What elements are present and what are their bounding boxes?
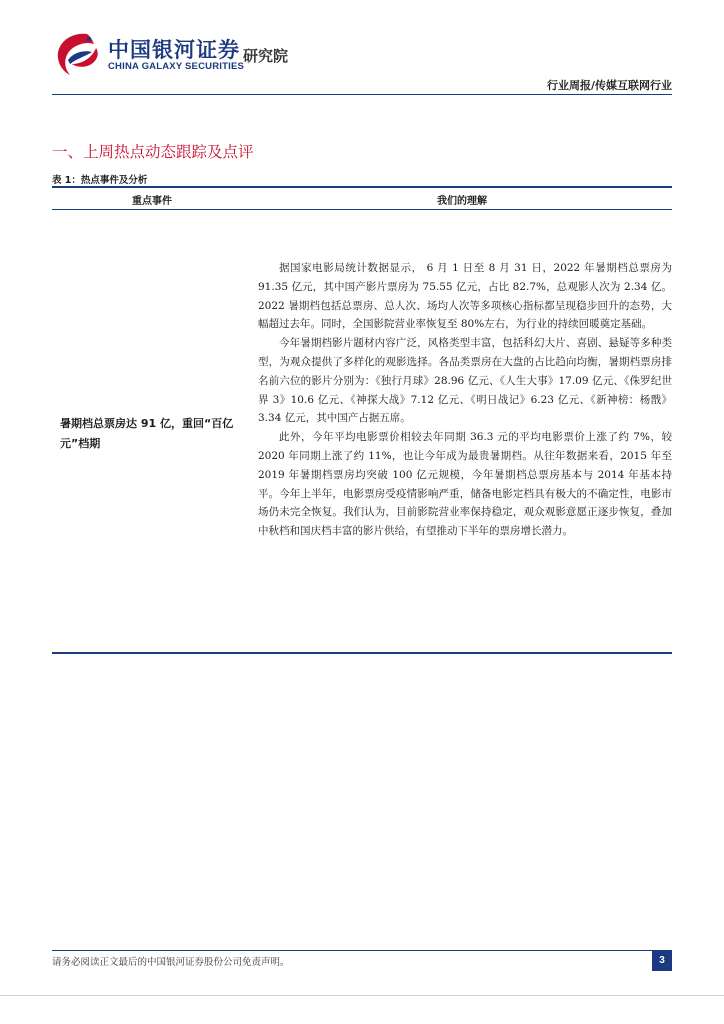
footer-divider (52, 950, 672, 951)
table-header-rule (52, 209, 672, 210)
footer-disclaimer: 请务必阅读正文最后的中国银河证券股份公司免责声明。 (52, 957, 290, 968)
table-top-rule (52, 186, 672, 188)
page-bottom-divider (0, 995, 724, 996)
analysis-paragraph: 据国家电影局统计数据显示， 6 月 1 日至 8 月 31 日，2022 年暑期档总票房为 91.35 亿元，其中国产影片票房为 75.55 亿元，占比 82.7%，总观影人次为 2.34 亿。2022 暑期档包括总票房、总人次、场均人次等多项核心指标都呈现稳步回升的态势，大幅超过去年。同时，全国影院营业率恢复至 80%左右，为行业的持续回暖奠定基础。 (258, 262, 672, 331)
analysis-paragraph: 此外，今年平均电影票价相较去年同期 36.3 元的平均电影票价上涨了约 7%，较 2020 年同期上涨了约 11%，也让今年成为最贵暑期档。从往年数据来看，2015 年至 2019 年暑期档票房均突破 100 亿元规模，今年暑期档总票房基本与 2014 年基本持平。今年上半年，电影票房受疫情影响严重，储备电影定档具有极大的不确定性，电影市场仍未完全恢复。我们认为，目前影院营业率保持稳定，观众观影意愿正逐步恢复，叠加中秋档和国庆档丰富的影片供给，有望推动下半年的票房增长潜力。 (258, 431, 672, 538)
page-number: 3 (652, 951, 672, 971)
institute-label: 研究院 (243, 47, 289, 65)
section-title: 一、上周热点动态跟踪及点评 (52, 143, 254, 161)
analysis-paragraph: 今年暑期档影片题材内容广泛，风格类型丰富，包括科幻大片、喜剧、悬疑等多种类型，为观众提供了多样化的观影选择。各品类票房在大盘的占比趋向均衡，暑期档票房排名前六位的影片分别为：《独行月球》28.96 亿元、《人生大事》17.09 亿元、《侏罗纪世界 3》10.6 亿元、《神探大战》7.12 亿元、《明日战记》6.23 亿元、《新神榜：杨戬》3.34 亿元，其中国产占据五席。 (258, 337, 672, 425)
brand-name-en: CHINA GALAXY SECURITIES (108, 61, 245, 72)
report-type-label: 行业周报/传媒互联网行业 (546, 79, 672, 92)
galaxy-logo-icon (52, 30, 102, 78)
table-caption: 表 1：热点事件及分析 (52, 175, 148, 186)
column-header-analysis: 我们的理解 (437, 196, 487, 207)
table-cell-analysis (258, 259, 672, 541)
table-bottom-rule (52, 652, 672, 654)
header-divider (52, 94, 672, 95)
column-header-event: 重点事件 (132, 196, 172, 207)
table-cell-event: 暑期档总票房达 91 亿，重回“百亿元”档期 (60, 417, 234, 450)
brand-name-cn: 中国银河证券 (108, 38, 240, 62)
